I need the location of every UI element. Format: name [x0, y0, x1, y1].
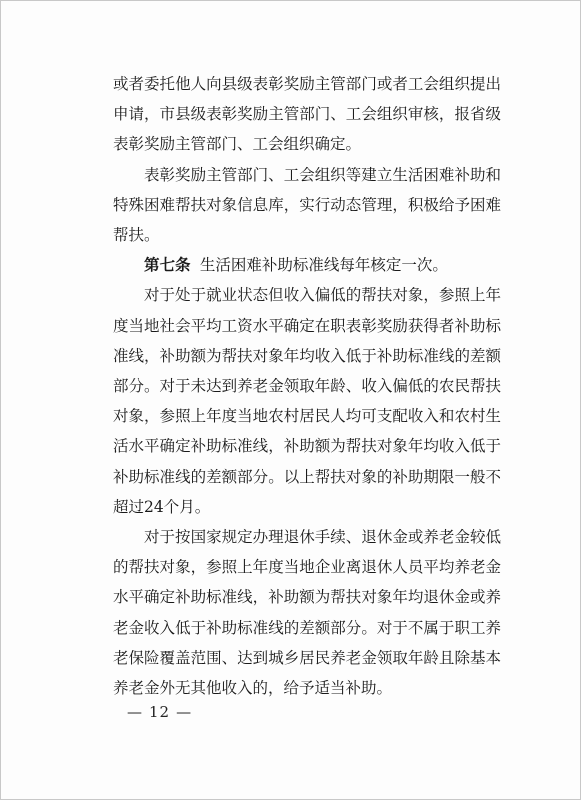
article-7-label: 第七条	[144, 256, 191, 275]
page-number: 12	[149, 703, 171, 721]
article-7-text: 生活困难补助标准线每年核定一次。	[199, 256, 448, 275]
paragraph-retired-subsidy: 对于按国家规定办理退休手续、退休金或养老金较低的帮扶对象，参照上年度当地企业离退休人员平均养老金水平确定补助标准线，补助额为帮扶对象年均退休金或养老金收入低于补助标准线的差额部分。对于不属于职工养老保险覆盖范围、达到城乡居民养老金领取年龄且除基本养老金外无其他收入的，给予适当补助。	[113, 528, 501, 698]
article-7	[113, 250, 501, 280]
page-footer	[121, 702, 198, 722]
footer-dash-left: —	[127, 703, 143, 721]
document-body	[113, 69, 501, 703]
paragraph-employed-subsidy: 对于处于就业状态但收入偏低的帮扶对象，参照上年度当地社会平均工资水平确定在职表彰奖励获得者补助标准线，补助额为帮扶对象年均收入低于补助标准线的差额部分。对于未达到养老金领取年龄、收入偏低的农民帮扶对象，参照上年度当地农村居民人均可支配收入和农村生活水平确定补助标准线，补助额为帮扶对象年均收入低于补助标准线的差额部分。以上帮扶对象的补助期限一般不超过24个月。	[113, 286, 501, 516]
paragraph-application-continued: 或者委托他人向县级表彰奖励主管部门或者工会组织提出申请，市县级表彰奖励主管部门、工会组织审核，报省级表彰奖励主管部门、工会组织确定。	[113, 75, 501, 154]
footer-dash-right: —	[176, 703, 193, 721]
paragraph-assistance-database: 表彰奖励主管部门、工会组织等建立生活困难补助和特殊困难帮扶对象信息库，实行动态管理，积极给予困难帮扶。	[113, 165, 501, 245]
